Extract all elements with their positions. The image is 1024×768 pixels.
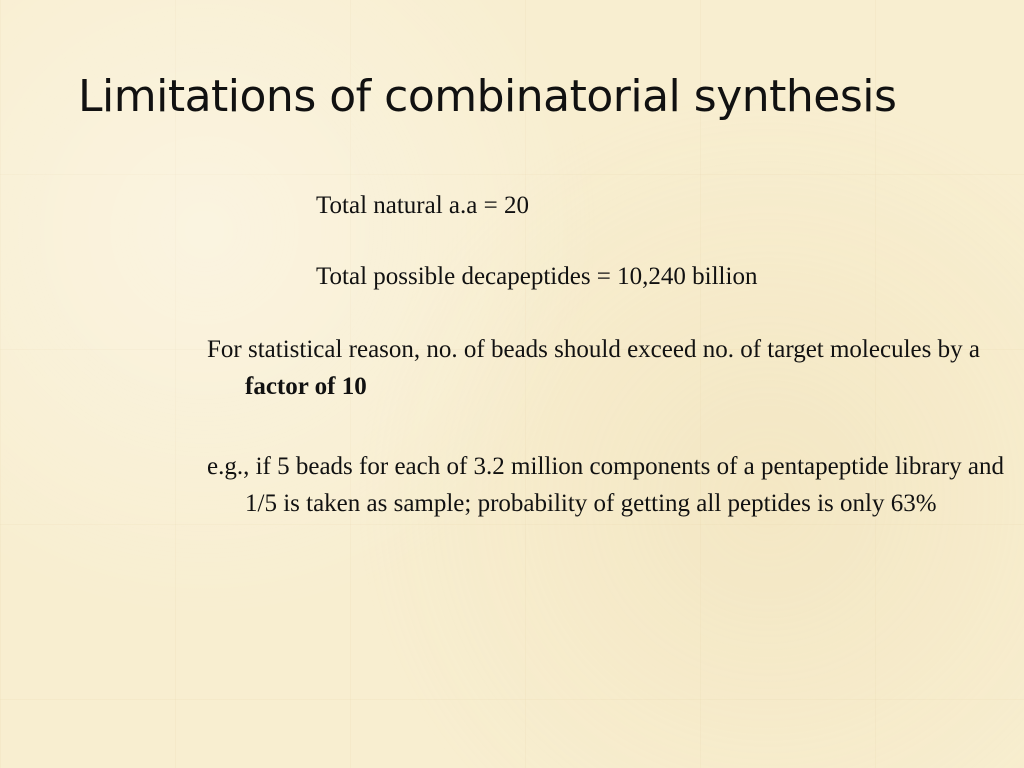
- total-decapeptides-line: Total possible decapeptides = 10,240 billion: [316, 263, 758, 290]
- statistical-reason-text: For statistical reason, no. of beads should exceed no. of target molecules by a: [207, 336, 980, 363]
- slide-title: Limitations of combinatorial synthesis: [78, 71, 897, 122]
- factor-emphasis: factor of 10: [245, 373, 367, 400]
- total-amino-acids-line: Total natural a.a = 20: [316, 192, 529, 219]
- statistical-reason-paragraph: [207, 331, 1024, 405]
- example-paragraph: e.g., if 5 beads for each of 3.2 million components of a pentapeptide library and 1/5 is taken as sample; probability of getting all peptides is only 63%: [207, 453, 1004, 517]
